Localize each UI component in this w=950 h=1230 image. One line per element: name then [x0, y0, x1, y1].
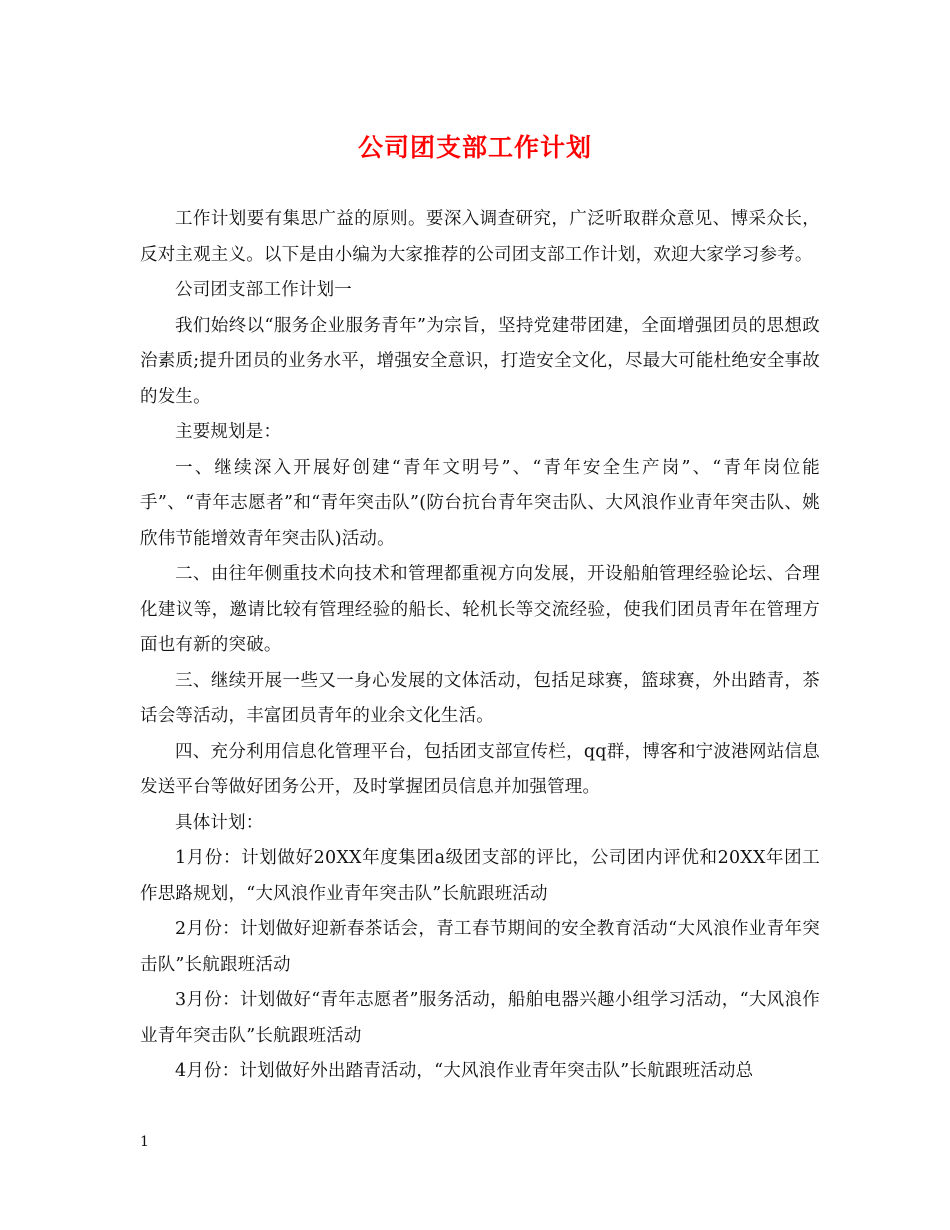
paragraph-plan-heading: 公司团支部工作计划一 — [175, 280, 352, 300]
paragraph-january: 1月份：计划做好20XX年度集团a级团支部的评比，公司团内评优和20XX年团工作思路规划，“大风浪作业青年突击队”长航跟班活动 — [140, 848, 820, 904]
paragraph-purpose: 我们始终以“服务企业服务青年”为宗旨，坚持党建带团建，全面增强团员的思想政治素质;提升团员的业务水平，增强安全意识，打造安全文化，尽最大可能杜绝安全事故的发生。 — [140, 315, 820, 407]
document-body — [140, 202, 820, 1090]
paragraph-specific-plan-heading: 具体计划： — [175, 812, 264, 833]
paragraph-march: 3月份：计划做好“青年志愿者”服务活动，船舶电器兴趣小组学习活动，“大风浪作业青年突击队”长航跟班活动 — [140, 990, 820, 1046]
paragraph-item-two: 二、由往年侧重技术向技术和管理都重视方向发展，开设船舶管理经验论坛、合理化建议等，邀请比较有管理经验的船长、轮机长等交流经验，使我们团员青年在管理方面也有新的突破。 — [140, 564, 820, 655]
paragraph-intro: 工作计划要有集思广益的原则。要深入调查研究，广泛听取群众意见、博采众长，反对主观主义。以下是由小编为大家推荐的公司团支部工作计划，欢迎大家学习参考。 — [140, 209, 820, 265]
document-title: 公司团支部工作计划 — [357, 133, 592, 162]
paragraph-february: 2月份：计划做好迎新春茶话会，青工春节期间的安全教育活动“大风浪作业青年突击队”长航跟班活动 — [140, 919, 820, 975]
paragraph-item-three: 三、继续开展一些又一身心发展的文体活动，包括足球赛，篮球赛，外出踏青，茶话会等活动，丰富团员青年的业余文化生活。 — [140, 670, 820, 726]
paragraph-item-one: 一、继续深入开展好创建“青年文明号”、“青年安全生产岗”、“青年岗位能手”、“青年志愿者”和“青年突击队”(防台抗台青年突击队、大风浪作业青年突击队、姚欣伟节能增效青年突击队)活动。 — [140, 457, 820, 549]
page-number: 1 — [140, 1134, 149, 1150]
paragraph-main-plan-heading: 主要规划是： — [175, 422, 282, 442]
paragraph-april: 4月份：计划做好外出踏青活动，“大风浪作业青年突击队”长航跟班活动总 — [175, 1061, 754, 1081]
paragraph-item-four: 四、充分利用信息化管理平台，包括团支部宣传栏，qq群，博客和宁波港网站信息发送平台等做好团务公开，及时掌握团员信息并加强管理。 — [140, 741, 820, 797]
